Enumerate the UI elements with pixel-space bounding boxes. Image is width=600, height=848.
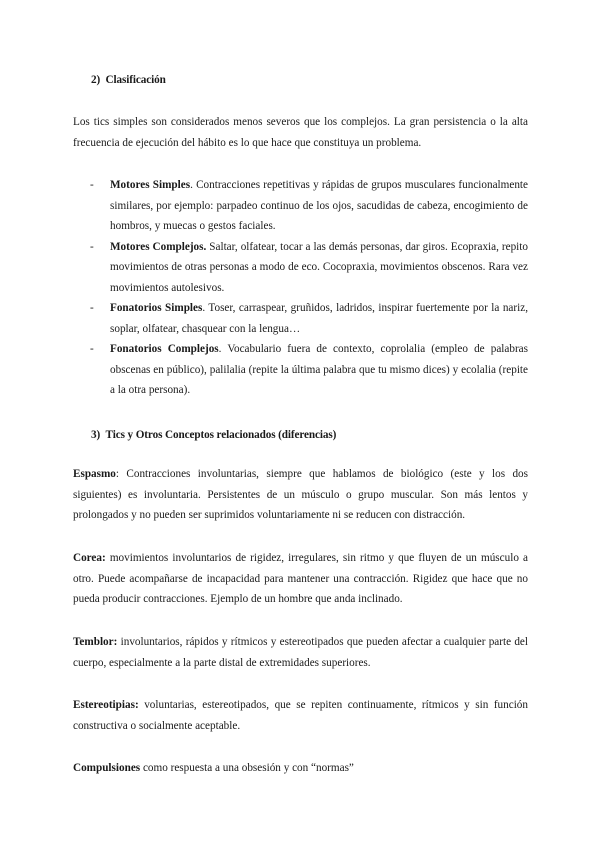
definition-term: Espasmo xyxy=(73,468,116,480)
list-item-term: Fonatorios Simples xyxy=(110,302,203,314)
list-item-text: Saltar, olfatear, tocar a las demás personas, dar giros. Ecopraxia, repito movimientos de otras personas a modo de eco. Cocopraxia, movimientos obscenos. Rara vez movimientos autolesivos. xyxy=(110,240,528,294)
section-heading-clasificacion xyxy=(91,70,166,91)
definition-compulsiones xyxy=(73,758,528,779)
section-title: Tics y Otros Conceptos relacionados (diferencias) xyxy=(105,429,337,441)
section-number: 2) xyxy=(91,74,101,86)
definition-term: Compulsiones xyxy=(73,762,141,774)
definition-temblor xyxy=(73,632,528,673)
list-item xyxy=(73,339,528,401)
section-number: 3) xyxy=(91,429,101,441)
definition-espasmo xyxy=(73,464,528,526)
definition-text: voluntarias, estereotipados, que se repiten continuamente, rítmicos y sin función constructiva o socialmente aceptable. xyxy=(73,699,528,732)
definition-text: : Contracciones involuntarias, siempre que hablamos de biológico (este y los dos siguientes) es involuntaria. Persistentes de un músculo o grupo muscular. Son más lentos y prolongados y no pueden ser suprimidos voluntariamente ni se reducen con distracción. xyxy=(73,468,528,521)
definition-term: Temblor: xyxy=(73,636,118,648)
list-item-term: Motores Complejos. xyxy=(110,240,207,253)
list-item-text: . Contracciones repetitivas y rápidas de grupos musculares funcionalmente similares, por ejemplo: parpadeo continuo de los ojos, sacudidas de cabeza, encogimiento de hombros, y muecas o gestos faciales. xyxy=(110,179,528,232)
definition-term: Estereotipias: xyxy=(73,699,139,711)
definition-text: movimientos involuntarios de rigidez, irregulares, sin ritmo y que fluyen de un músculo a otro. Puede acompañarse de incapacidad para mantener una contracción. Rigidez que hace que no pueda producir contracciones. Ejemplo de un hombre que anda inclinado. xyxy=(73,552,528,605)
definition-text: involuntarios, rápidos y rítmicos y estereotipados que pueden afectar a cualquier parte del cuerpo, especialmente a la parte distal de extremidades superiores. xyxy=(73,636,528,669)
definition-text: como respuesta a una obsesión y con “normas” xyxy=(140,762,354,774)
list-item-text: . Toser, carraspear, gruñidos, ladridos, inspirar fuertemente por la nariz, soplar, olfatear, chasquear con la lengua… xyxy=(110,302,528,335)
list-dash: - xyxy=(90,302,94,314)
intro-paragraph: Los tics simples son considerados menos severos que los complejos. La gran persistencia o la alta frecuencia de ejecución del hábito es lo que hace que constituya un problema. xyxy=(73,116,528,149)
list-dash: - xyxy=(90,240,94,253)
list-item-term: Motores Simples xyxy=(110,179,191,191)
list-item xyxy=(73,175,528,237)
list-item-term: Fonatorios Complejos xyxy=(110,343,219,355)
definition-corea xyxy=(73,548,528,610)
tic-types-list xyxy=(73,175,528,401)
definition-term: Corea: xyxy=(73,552,106,564)
section-title: Clasificación xyxy=(105,74,166,86)
list-dash: - xyxy=(90,343,94,355)
section-heading-tics xyxy=(91,425,336,446)
list-item-text: . Vocabulario fuera de contexto, coprolalia (empleo de palabras obscenas en público), palilalia (repite la última palabra que tu mismo dices) y ecolalia (repite a la otra persona). xyxy=(110,343,529,396)
list-dash: - xyxy=(90,179,94,191)
definition-estereotipias xyxy=(73,695,528,736)
list-item xyxy=(73,237,528,299)
list-item xyxy=(73,298,528,339)
